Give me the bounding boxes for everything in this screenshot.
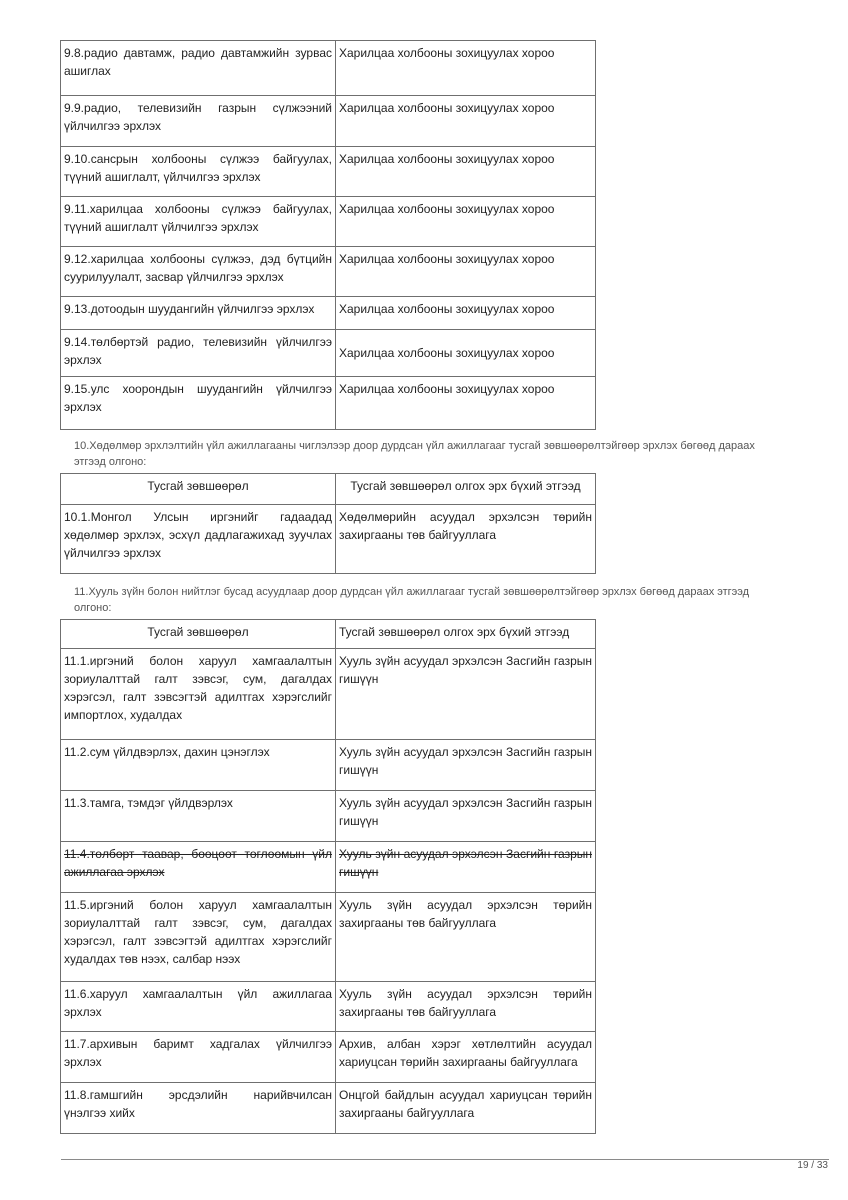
activity-cell: 9.11.харилцаа холбооны сүлжээ байгуулах, түүний ашиглалт үйлчилгээ эрхлэх	[61, 197, 336, 247]
table-row	[61, 330, 596, 377]
activity-cell: 11.7.архивын баримт хадгалах үйлчилгээ эрхлэх	[61, 1032, 336, 1083]
authority-cell: Архив, албан хэрэг хөтлөлтийн асуудал хариуцсан төрийн захиргааны байгууллага	[336, 1032, 596, 1083]
activity-cell: 11.5.иргэний болон харуул хамгаалалтын зориулалттай галт зэвсэг, сум, дагалдах хэрэгсэл, галт зэвсэгтэй адилтгах хэрэгслийг худалдах төв нээх, салбар нээх	[61, 893, 336, 982]
table-row	[61, 197, 596, 247]
authority-cell: Хууль зүйн асуудал эрхэлсэн Засгийн газрын гишүүн	[336, 791, 596, 842]
authority-cell: Хууль зүйн асуудал эрхэлсэн төрийн захиргааны төв байгууллага	[336, 893, 596, 982]
table-row	[61, 842, 596, 893]
section-11-intro: 11.Хууль зүйн болон нийтлэг бусад асуудлаар доор дурдсан үйл ажиллагааг тусгай зөвшөөрөлтэйгөөр эрхлэх бөгөөд дараах этгээд олгоно:	[74, 586, 750, 614]
activity-cell: 9.12.харилцаа холбооны сүлжээ, дэд бүтцийн суурилуулалт, засвар үйлчилгээ эрхлэх	[61, 247, 336, 297]
authority-cell: Хууль зүйн асуудал эрхэлсэн төрийн захиргааны төв байгууллага	[336, 982, 596, 1032]
authority-cell: Харилцаа холбооны зохицуулах хороо	[336, 297, 596, 330]
table-row	[61, 505, 596, 574]
activity-cell: 11.8.гамшгийн эрсдэлийн нарийвчилсан үнэлгээ хийх	[61, 1083, 336, 1134]
activity-cell: 11.6.харуул хамгаалалтын үйл ажиллагаа эрхлэх	[61, 982, 336, 1032]
table-row	[61, 893, 596, 982]
activity-cell: 10.1.Монгол Улсын иргэнийг гадаадад хөдөлмөр эрхлэх, эсхүл дадлагажихад зуучлах үйлчилгээ эрхлэх	[61, 505, 336, 574]
header-authority: Тусгай зөвшөөрөл олгох эрх бүхий этгээд	[336, 620, 596, 649]
table-row	[61, 1083, 596, 1134]
authority-cell: Харилцаа холбооны зохицуулах хороо	[336, 147, 596, 197]
table-row	[61, 377, 596, 430]
header-license: Тусгай зөвшөөрөл	[61, 474, 336, 505]
table-section-10	[60, 473, 596, 574]
authority-cell: Харилцаа холбооны зохицуулах хороо	[336, 41, 596, 96]
table-row	[61, 791, 596, 842]
activity-cell: 9.10.сансрын холбооны сүлжээ байгуулах, түүний ашиглалт, үйлчилгээ эрхлэх	[61, 147, 336, 197]
activity-cell: 9.13.дотоодын шуудангийн үйлчилгээ эрхлэх	[61, 297, 336, 330]
authority-cell: Харилцаа холбооны зохицуулах хороо	[336, 377, 596, 430]
page-number: 19 / 33	[797, 1160, 828, 1171]
table-row	[61, 649, 596, 740]
header-license: Тусгай зөвшөөрөл	[61, 620, 336, 649]
activity-cell-repealed: 11.4.төлбөрт таавар, бооцоот тоглоомын үйл ажиллагаа эрхлэх	[61, 842, 336, 893]
activity-cell: 9.15.улс хоорондын шуудангийн үйлчилгээ эрхлэх	[61, 377, 336, 430]
authority-cell-repealed: Хууль зүйн асуудал эрхэлсэн Засгийн газрын гишүүн	[336, 842, 596, 893]
activity-cell: 11.1.иргэний болон харуул хамгаалалтын зориулалттай галт зэвсэг, сум, дагалдах хэрэгсэл, галт зэвсэгтэй адилтгах хэрэгслийг импортлох, худалдах	[61, 649, 336, 740]
footer-divider	[61, 1159, 829, 1160]
section-10-intro: 10.Хөдөлмөр эрхлэлтийн үйл ажиллагааны чиглэлээр доор дурдсан үйл ажиллагааг тусгай зөвшөөрөлтэйгөөр эрхлэх бөгөөд дараах этгээд олгоно:	[74, 440, 755, 468]
table-row	[61, 96, 596, 147]
header-authority: Тусгай зөвшөөрөл олгох эрх бүхий этгээд	[336, 474, 596, 505]
authority-cell: Онцгой байдлын асуудал хариуцсан төрийн захиргааны байгууллага	[336, 1083, 596, 1134]
table-row	[61, 147, 596, 197]
table-row	[61, 982, 596, 1032]
authority-cell: Харилцаа холбооны зохицуулах хороо	[336, 197, 596, 247]
table-row	[61, 41, 596, 96]
authority-cell: Хууль зүйн асуудал эрхэлсэн Засгийн газрын гишүүн	[336, 649, 596, 740]
activity-cell: 11.3.тамга, тэмдэг үйлдвэрлэх	[61, 791, 336, 842]
activity-cell: 9.9.радио, телевизийн газрын сүлжээний үйлчилгээ эрхлэх	[61, 96, 336, 147]
table-section-11	[60, 619, 596, 1134]
table-header-row	[61, 620, 596, 649]
table-row	[61, 740, 596, 791]
table-row	[61, 247, 596, 297]
table-section-9	[60, 40, 596, 430]
table-header-row	[61, 474, 596, 505]
authority-cell: Хууль зүйн асуудал эрхэлсэн Засгийн газрын гишүүн	[336, 740, 596, 791]
activity-cell: 11.2.сум үйлдвэрлэх, дахин цэнэглэх	[61, 740, 336, 791]
table-row	[61, 1032, 596, 1083]
activity-cell: 9.8.радио давтамж, радио давтамжийн зурвас ашиглах	[61, 41, 336, 96]
authority-cell: Харилцаа холбооны зохицуулах хороо	[336, 247, 596, 297]
activity-cell: 9.14.төлбөртэй радио, телевизийн үйлчилгээ эрхлэх	[61, 330, 336, 377]
authority-cell: Харилцаа холбооны зохицуулах хороо	[336, 330, 596, 377]
authority-cell: Харилцаа холбооны зохицуулах хороо	[336, 96, 596, 147]
authority-cell: Хөдөлмөрийн асуудал эрхэлсэн төрийн захиргааны төв байгууллага	[336, 505, 596, 574]
table-row	[61, 297, 596, 330]
